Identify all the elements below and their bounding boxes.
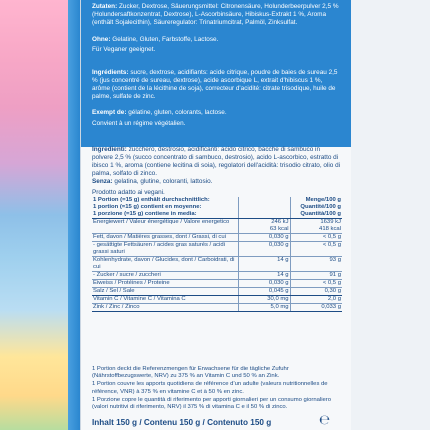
nutrition-row: Fett, davon / Matières grasses, dont / Grassi, di cui 0,030 g < 0,5 g [93,234,341,240]
free-from-it: Senza: gelatina, glutine, coloranti, lattosio. [92,178,213,185]
product-label [80,0,351,430]
nrv-footnotes [92,366,342,411]
nutrition-row: - gesättigte Fettsäuren / acides gras saturés / acidi grassi saturi 0,030 g < 0,5 g [93,242,341,255]
nutrition-row: - Zucker / sucre / zuccheri 14 g 91 g [93,272,341,278]
vegan-fr: Convient à un régime végétalien. [92,120,186,127]
colorful-packaging-edge [0,0,68,430]
nutrition-row: Vitamin C / Vitamine C / Vitamina C 30,0 mg 2,0 g [93,296,341,302]
ingredients-de: Zutaten: Zucker, Dextrose, Säuerungsmittel: Citronensäure, Holunderbeerpulver 2,5 % (Holundersaftkonzentrat, Dextrose), L-Ascorbinsäure, Hibiskus-Extrakt 1 %, Aroma (enthält Sojalecithin), Säureregulator: Trinatriumcitrat, Palmöl, Zinksulfat. [92,3,339,27]
nutrition-table [92,197,342,312]
vegan-de: Für Veganer geeignet. [92,46,156,53]
free-from-fr: Exempt de: gélatine, gluten, colorants, lactose. [92,109,227,116]
background [350,0,430,430]
ingredients-fr: Ingrédients: sucre, dextrose, acidifiants: acide citrique, poudre de baies de sureau 2,5 % (jus concentré de sureau, dextrose), acide ascorbique L, extrait d'hibiscus 1 %, arôme (contient de la lécithine de soja), correcteur d'acidité: citrate trisodique, huile de palme, sulfate de zinc. [92,69,338,101]
footnote-it: 1 Porzione copre le quantità di riferimento per apporti giornalieri per un consumo giornaliero (valori nutritivi di riferimento, NRV) il 375 % di vitamina C e il 50 % di zinco. [92,396,332,411]
footnote-fr: 1 Portion couvre les apports quotidiens de référence d'un adulte (valeurs nutritionnelles de référence, VNR) à 375 % en vitamine C et à 50 % en zinc. [92,381,328,395]
nutrition-row: Eiweiss / Protéines / Proteine 0,030 g < 0,5 g [93,280,341,286]
nutrition-row: Zink / Zinc / Zinco 5,0 mg 0,033 g [93,304,341,310]
vegan-it: Prodotto adatto ai vegani. [92,189,165,196]
estimated-sign-icon: ℮ [319,413,331,428]
nutrition-row: Energiewert / Valeur énergétique / Valore energetico 246 kJ 63 kcal 1639 kJ 418 kcal [93,219,341,232]
nutrition-header-row: 1 Portion (=15 g) enthält durchschnittlich: 1 portion (=15 g) contient en moyenne: 1 porzione (=15 g) contiene in media: Menge/100 g Quantité/100 g Quantità/100 g [93,197,341,217]
nutrition-row: Salz / Sel / Sale 0,045 g 0,30 g [93,288,341,294]
nutrition-row: Kohlenhydrate, davon / Glucides, dont / Carboidrati, di cui 14 g 93 g [93,257,341,270]
footnote-de: 1 Portion deckt die Referenzmengen für Erwachsene für die tägliche Zufuhr (Nährstoffbezugswerte, NRV) zu 375 % an Vitamin C und 50 % an Zink. [92,366,289,380]
free-from-de: Ohne: Gelatine, Gluten, Farbstoffe, Lactose. [92,36,219,43]
german-section [81,0,351,147]
ingredients-it: Ingredienti: zucchero, destrosio, acidificanti: acido citrico, bacche di sambuco in polvere 2,5 % (succo concentrato di sambuco, destrosio), acido L-ascorbico, estratto di ibisco 1 %, aroma (contiene lecitina di soia), regolatori dell'acidità: trisodio citrato, olio di palma, solfato di zinco. [92,146,341,178]
net-content: Inhalt 150 g / Contenu 150 g / Contenuto 150 g [92,418,272,427]
